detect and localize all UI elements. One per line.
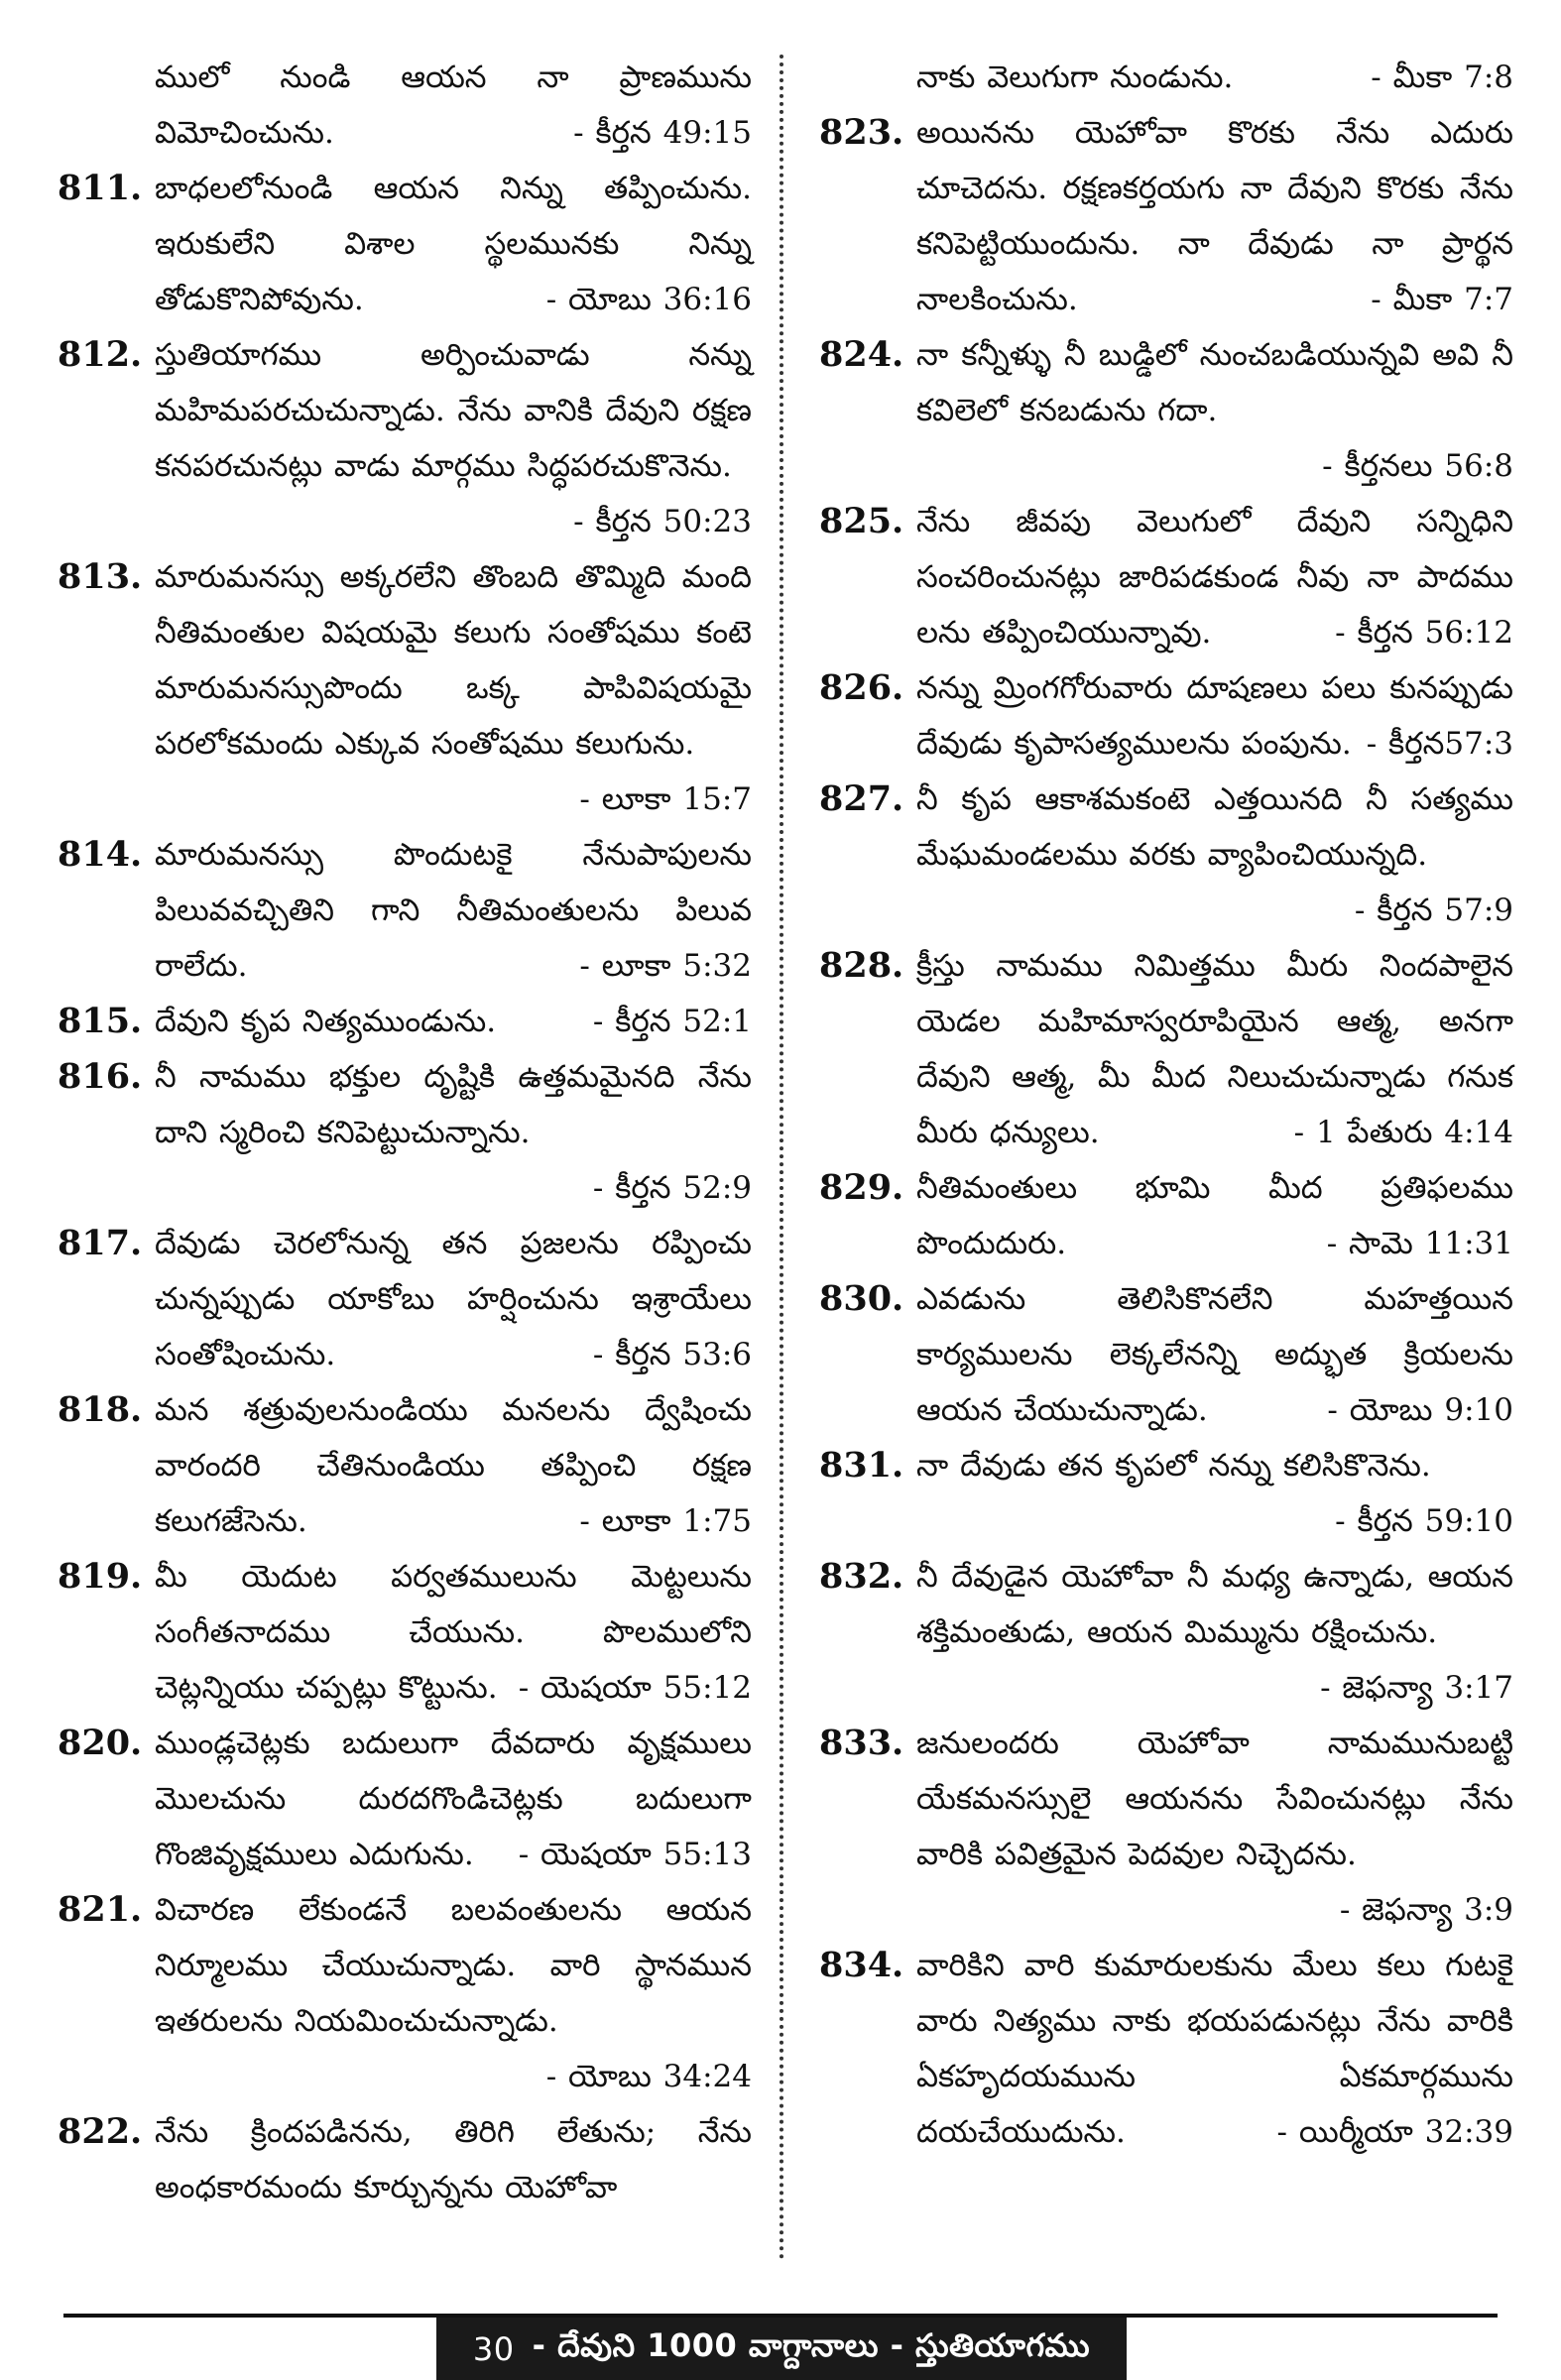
promise-text-block — [155, 161, 752, 327]
footer-bar — [436, 2318, 1127, 2380]
promise-number: 822. — [58, 2111, 143, 2152]
promise-text: దేవుని కృప నిత్యముండును. — [155, 1004, 497, 1039]
promise-text: నీతిమంతులు భూమి మీద ప్రతిఫలము పొందుదురు. — [916, 1170, 1513, 1261]
promise-number: 833. — [819, 1723, 904, 1763]
promise-entry — [58, 50, 752, 161]
scripture-reference: - కీర్తన 49:15 — [573, 115, 752, 151]
promise-number: 823. — [819, 112, 904, 153]
scripture-reference: - మీకా 7:8 — [1371, 60, 1513, 95]
promise-text: నేను జీవపు వెలుగులో దేవుని సన్నిధిని సంచరించునట్లు జారిపడకుండ నీవు నా పాదము లను తప్పించియున్నావు. — [916, 504, 1513, 651]
scripture-reference: - కీర్తన 57:9 — [1354, 892, 1513, 928]
promise-entry — [58, 1382, 752, 1549]
promise-number: 821. — [58, 1889, 143, 1930]
promise-entry — [819, 938, 1513, 1160]
promise-number: 820. — [58, 1723, 143, 1763]
scripture-reference: - యెషయా 55:12 — [518, 1670, 752, 1706]
promise-entry — [819, 50, 1513, 105]
scripture-reference: - సామె 11:31 — [1326, 1226, 1513, 1261]
scripture-reference: - యోబు 34:24 — [545, 2059, 752, 2094]
promise-number: 826. — [819, 667, 904, 708]
scripture-reference: - కీర్తన 50:23 — [573, 504, 752, 539]
promise-text: నీ దేవుడైన యెహోవా నీ మధ్య ఉన్నాడు, ఆయన శక్తిమంతుడు, ఆయన మిమ్మును రక్షించును. — [916, 1559, 1513, 1650]
promise-entry — [819, 494, 1513, 660]
promise-entry — [58, 827, 752, 994]
promise-text-block — [916, 1271, 1513, 1438]
promise-entry — [58, 327, 752, 549]
promise-text: నేను క్రిందపడినను, తిరిగి లేతును; నేను అంధకారమందు కూర్చున్నను యెహోవా — [155, 2114, 752, 2205]
promise-text-block — [916, 1938, 1513, 2160]
promise-entry — [58, 1216, 752, 1382]
promise-text: మన శత్రువులనుండియు మనలను ద్వేషించు వారందరి చేతినుండియు తప్పించి రక్షణ కలుగజేసెను. — [155, 1392, 752, 1539]
promise-text-block — [916, 772, 1513, 938]
promise-number: 824. — [819, 334, 904, 375]
scripture-reference: - జెఫన్యా 3:9 — [1339, 1892, 1513, 1928]
scripture-reference: - యోబు 36:16 — [545, 282, 752, 317]
promise-entry — [58, 161, 752, 327]
promise-text: నా కన్నీళ్ళు నీ బుడ్డిలో నుంచబడియున్నవి అవి నీ కవిలెలో కనబడును గదా. — [916, 337, 1513, 428]
promise-text-block — [155, 1216, 752, 1382]
scripture-reference: - కీర్తనలు 56:8 — [1322, 448, 1513, 484]
promise-text: ఎవడును తెలిసికొనలేని మహత్తయిన కార్యములను లెక్కలేనన్ని అద్భుత క్రియలను ఆయన చేయుచున్నాడు. — [916, 1281, 1513, 1428]
promise-text-block — [155, 1049, 752, 1216]
promise-number: 819. — [58, 1556, 143, 1597]
promise-text-block — [916, 660, 1513, 772]
promise-number: 832. — [819, 1556, 904, 1597]
promise-entry — [58, 1549, 752, 1716]
promise-text-block — [155, 827, 752, 994]
promise-entry — [58, 1716, 752, 1882]
scripture-reference: - 1 పేతురు 4:14 — [1293, 1115, 1513, 1150]
promise-text-block — [155, 2104, 752, 2215]
promise-text-block — [155, 994, 752, 1049]
promise-text: నన్ను మ్రింగగోరువారు దూషణలు పలు కునప్పుడు దేవుడు కృపాసత్యములను పంపును. — [916, 670, 1513, 762]
promise-text: ములో నుండి ఆయన నా ప్రాణమును విమోచించును. — [155, 60, 752, 151]
promise-number: 831. — [819, 1445, 904, 1486]
promise-entry — [58, 549, 752, 827]
promise-text-block — [155, 327, 752, 539]
scripture-reference: - కీర్తన 52:1 — [592, 1004, 752, 1039]
promise-text-block — [916, 327, 1513, 494]
promise-text: మారుమనస్సు అక్కరలేని తొంబది తొమ్మిది మంది నీతిమంతుల విషయమై కలుగు సంతోషము కంటె మారుమనస్సుపొందు ఒక్క పాపివిషయమై పరలోకమందు ఎక్కువ సంతోషము కలుగును. — [155, 559, 752, 762]
promise-text: స్తుతియాగము అర్పించువాడు నన్ను మహిమపరచుచున్నాడు. నేను వానికి దేవుని రక్షణ కనపరచునట్లు వాడు మార్గము సిద్ధపరచుకొనెను. — [155, 337, 752, 484]
promise-text-block — [155, 1882, 752, 2104]
promise-entry — [58, 2104, 752, 2215]
promise-number: 812. — [58, 334, 143, 375]
promise-number: 829. — [819, 1167, 904, 1208]
promise-entry — [819, 105, 1513, 327]
scripture-reference: - కీర్తన 52:9 — [592, 1170, 752, 1206]
scripture-reference: - కీర్తన 53:6 — [592, 1337, 752, 1372]
promise-text: నాకు వెలుగుగా నుండును. — [916, 60, 1234, 95]
promise-entry — [819, 1271, 1513, 1438]
promise-entry — [819, 1716, 1513, 1938]
promise-entry — [819, 1160, 1513, 1271]
scripture-reference: - కీర్తన57:3 — [1366, 726, 1513, 762]
promise-text-block — [916, 1716, 1513, 1938]
promise-text: బాధలలోనుండి ఆయన నిన్ను తప్పించును. ఇరుకులేని విశాల స్థలమునకు నిన్ను తోడుకొనిపోవును. — [155, 171, 752, 317]
promise-number: 817. — [58, 1223, 143, 1263]
promise-text: దేవుడు చెరలోనున్న తన ప్రజలను రప్పించు చున్నప్పుడు యాకోబు హర్షించును ఇశ్రాయేలు సంతోషించును. — [155, 1226, 752, 1372]
promise-text-block — [155, 1716, 752, 1882]
promise-number: 813. — [58, 556, 143, 597]
scripture-reference: - యోబు 9:10 — [1327, 1392, 1513, 1428]
promise-entry — [819, 772, 1513, 938]
promise-text-block — [916, 938, 1513, 1160]
promise-text: మీ యెదుట పర్వతములును మెట్టలును సంగీతనాదము చేయును. పొలములోని చెట్లన్నియు చప్పట్లు కొట్టును. — [155, 1559, 752, 1706]
promise-text: మారుమనస్సు పొందుటకై నేనుపాపులను పిలువవచ్చితిని గాని నీతిమంతులను పిలువ రాలేదు. — [155, 837, 752, 984]
scripture-reference: - కీర్తన 59:10 — [1335, 1503, 1513, 1539]
promise-number: 814. — [58, 834, 143, 875]
promise-text: వారికిని వారి కుమారులకును మేలు కలు గుటకై వారు నిత్యము నాకు భయపడునట్లు నేను వారికి ఏకహృదయమును ఏకమార్గమును దయచేయుదును. — [916, 1948, 1513, 2150]
promise-entry — [58, 994, 752, 1049]
promise-text-block — [155, 50, 752, 161]
promise-entry — [819, 1938, 1513, 2160]
right-column — [819, 50, 1513, 2160]
column-divider — [780, 55, 783, 2261]
promise-text: నీ కృప ఆకాశమకంటె ఎత్తయినది నీ సత్యము మేఘమండలము వరకు వ్యాపించియున్నది. — [916, 781, 1513, 873]
promise-entry — [819, 327, 1513, 494]
promise-entry — [819, 660, 1513, 772]
promise-text-block — [916, 1438, 1513, 1549]
promise-number: 811. — [58, 168, 143, 208]
promise-entry — [58, 1049, 752, 1216]
promise-text: క్రీస్తు నామము నిమిత్తము మీరు నిందపాలైన యెడల మహిమాస్వరూపియైన ఆత్మ, అనగా దేవుని ఆత్మ, మీ మీద నిలుచుచున్నాడు గనుక మీరు ధన్యులు. — [916, 948, 1513, 1150]
promise-text-block — [916, 105, 1513, 327]
scripture-reference: - యెషయా 55:13 — [518, 1837, 752, 1872]
scripture-reference: - యిర్మీయా 32:39 — [1276, 2114, 1513, 2150]
promise-number: 828. — [819, 945, 904, 986]
promise-text-block — [916, 50, 1513, 105]
promise-text: ముండ్లచెట్లకు బదులుగా దేవదారు వృక్షములు మొలచును దురదగొండిచెట్లకు బదులుగా గొంజివృక్షములు ఎదుగును. — [155, 1726, 752, 1872]
scripture-reference: - కీర్తన 56:12 — [1335, 615, 1513, 651]
promise-entry — [819, 1549, 1513, 1716]
promise-text: జనులందరు యెహోవా నామమునుబట్టి యేకమనస్సులై ఆయనను సేవించునట్లు నేను వారికి పవిత్రమైన పెదవుల నిచ్చెదను. — [916, 1726, 1513, 1872]
promise-text: నీ నామము భక్తుల దృష్టికి ఉత్తమమైనది నేను దాని స్మరించి కనిపెట్టుచున్నాను. — [155, 1059, 752, 1150]
promise-text: విచారణ లేకుండనే బలవంతులను ఆయన నిర్మూలము చేయుచున్నాడు. వారి స్థానమున ఇతరులను నియమించుచున్నాడు. — [155, 1892, 752, 2039]
promise-text-block — [155, 549, 752, 817]
promise-number: 816. — [58, 1056, 143, 1097]
scripture-reference: - లూకా 5:32 — [579, 948, 752, 984]
promise-text: అయినను యెహోవా కొరకు నేను ఎదురు చూచెదను. రక్షణకర్తయగు నా దేవుని కొరకు నేను కనిపెట్టియుందును. నా దేవుడు నా ప్రార్థన నాలకించును. — [916, 115, 1513, 317]
footer-title: - దేవుని 1000 వాగ్దానాలు - స్తుతియాగము — [532, 2325, 1091, 2364]
promise-entry — [819, 1438, 1513, 1549]
promise-text-block — [916, 1549, 1513, 1706]
promise-number: 830. — [819, 1278, 904, 1319]
scripture-reference: - జెఫన్యా 3:17 — [1320, 1670, 1513, 1706]
promise-number: 827. — [819, 778, 904, 819]
promise-text: నా దేవుడు తన కృపలో నన్ను కలిసికొనెను. — [916, 1448, 1431, 1484]
promise-number: 815. — [58, 1001, 143, 1041]
promise-number: 834. — [819, 1945, 904, 1985]
scripture-reference: - లూకా 1:75 — [579, 1503, 752, 1539]
promise-number: 818. — [58, 1389, 143, 1430]
scripture-reference: - లూకా 15:7 — [579, 781, 752, 817]
promise-number: 825. — [819, 501, 904, 541]
scripture-reference: - మీకా 7:7 — [1371, 282, 1513, 317]
promise-text-block — [916, 1160, 1513, 1271]
page-number: 30 — [472, 2329, 515, 2368]
promise-entry — [58, 1882, 752, 2104]
promise-text-block — [155, 1382, 752, 1549]
promise-text-block — [916, 494, 1513, 660]
left-column — [58, 50, 752, 2215]
promise-text-block — [155, 1549, 752, 1716]
